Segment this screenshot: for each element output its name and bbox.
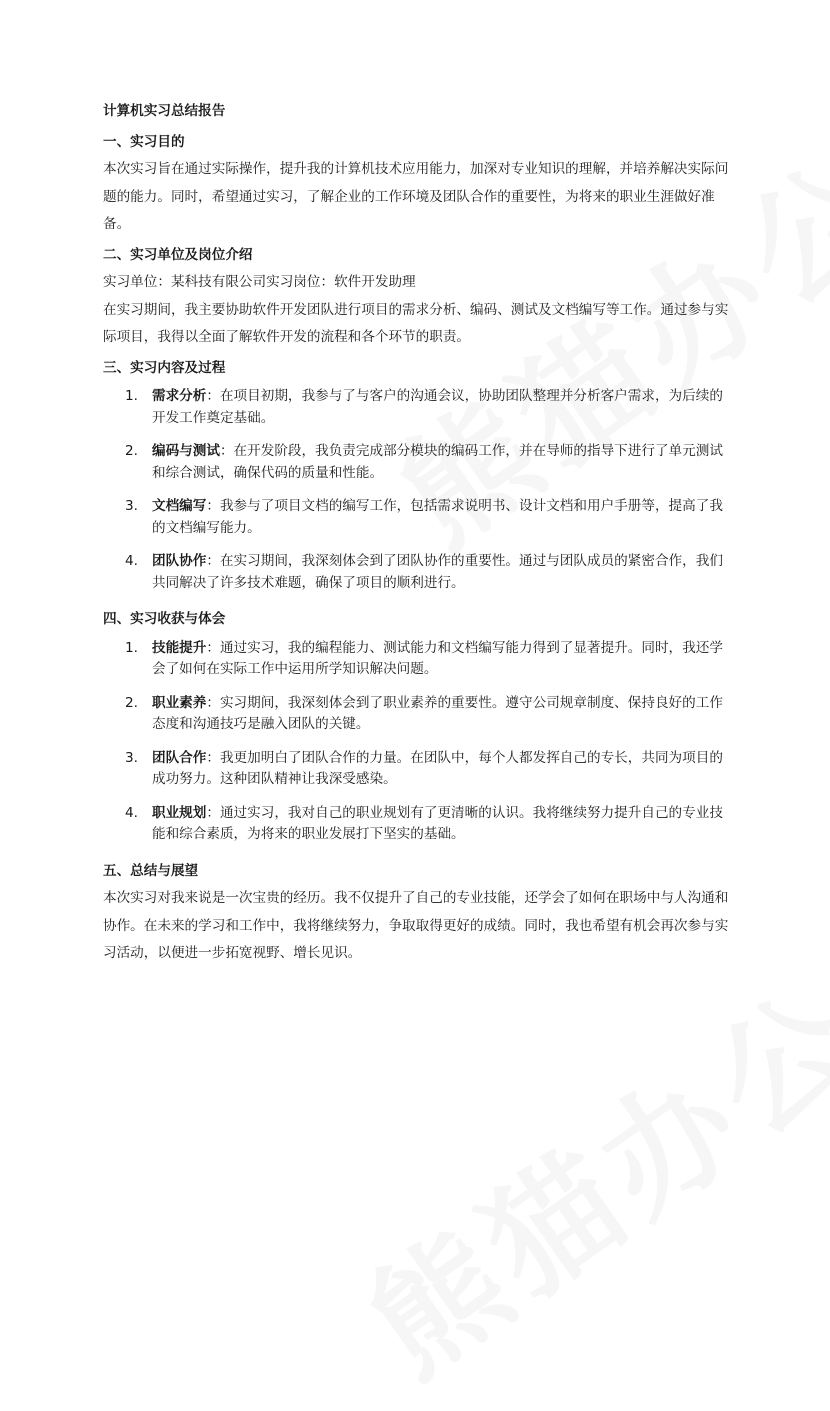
list-term: 需求分析	[152, 388, 207, 404]
list-term: 编码与测试	[152, 443, 220, 459]
list-text: ：在项目初期，我参与了与客户的沟通会议，协助团队整理并分析客户需求，为后续的开发工作奠定基础。	[152, 388, 723, 426]
list-number: 1.	[125, 639, 138, 656]
section-heading: 二、实习单位及岗位介绍	[103, 246, 253, 263]
section-heading: 三、实习内容及过程	[103, 359, 226, 376]
list-item	[103, 803, 733, 846]
document-body	[103, 98, 733, 968]
paragraph: 本次实习旨在通过实际操作，提升我的计算机技术应用能力，加深对专业知识的理解，并培养解决实际问题的能力。同时，希望通过实习，了解企业的工作环境及团队合作的重要性，为将来的职业生涯做好准备。	[103, 161, 729, 232]
list-item	[103, 386, 733, 429]
list-term: 技能提升	[152, 639, 207, 656]
list-item	[103, 693, 733, 736]
numbered-list	[103, 386, 733, 594]
list-text: ：实习期间，我深刻体会到了职业素养的重要性。遵守公司规章制度、保持良好的工作态度和沟通技巧是融入团队的关键。	[152, 694, 723, 732]
list-term: 职业规划	[152, 804, 207, 821]
list-text: ：我参与了项目文档的编写工作，包括需求说明书、设计文档和用户手册等，提高了我的文档编写能力。	[152, 498, 723, 536]
list-term: 职业素养	[152, 694, 207, 711]
paragraph: 在实习期间，我主要协助软件开发团队进行项目的需求分析、编码、测试及文档编写等工作。通过参与实际项目，我得以全面了解软件开发的流程和各个环节的职责。	[103, 301, 729, 345]
paragraph: 实习单位：某科技有限公司实习岗位：软件开发助理	[103, 274, 416, 290]
list-number: 3.	[125, 498, 138, 514]
paragraph: 本次实习对我来说是一次宝贵的经历。我不仅提升了自己的专业技能，还学会了如何在职场中与人沟通和协作。在未来的学习和工作中，我将继续努力，争取取得更好的成绩。同时，我也希望有机会再次参与实习活动，以便进一步拓宽视野、增长见识。	[103, 890, 729, 961]
list-number: 1.	[125, 388, 138, 404]
list-number: 4.	[125, 553, 138, 569]
list-term: 团队协作	[152, 553, 207, 569]
list-number: 2.	[125, 694, 138, 711]
section-heading: 五、总结与展望	[103, 862, 199, 879]
list-text: ：通过实习，我的编程能力、测试能力和文档编写能力得到了显著提升。同时，我还学会了如何在实际工作中运用所学知识解决问题。	[152, 639, 723, 677]
list-text: ：我更加明白了团队合作的力量。在团队中，每个人都发挥自己的专长，共同为项目的成功努力。这种团队精神让我深受感染。	[152, 749, 723, 787]
list-item	[103, 638, 733, 681]
list-text: ：通过实习，我对自己的职业规划有了更清晰的认识。我将继续努力提升自己的专业技能和综合素质，为将来的职业发展打下坚实的基础。	[152, 804, 723, 842]
numbered-list	[103, 638, 733, 846]
list-item	[103, 441, 733, 484]
list-term: 文档编写	[152, 498, 207, 514]
list-number: 2.	[125, 443, 138, 459]
list-number: 4.	[125, 804, 138, 821]
list-item	[103, 748, 733, 791]
list-text: ：在实习期间，我深刻体会到了团队协作的重要性。通过与团队成员的紧密合作，我们共同解决了许多技术难题，确保了项目的顺利进行。	[152, 553, 723, 591]
list-text: ：在开发阶段，我负责完成部分模块的编码工作，并在导师的指导下进行了单元测试和综合测试，确保代码的质量和性能。	[152, 443, 723, 481]
list-term: 团队合作	[152, 749, 207, 766]
list-item	[103, 551, 733, 594]
document-title: 计算机实习总结报告	[103, 103, 226, 119]
section-heading: 一、实习目的	[103, 133, 185, 150]
list-number: 3.	[125, 749, 138, 766]
list-item	[103, 496, 733, 539]
section-heading: 四、实习收获与体会	[103, 611, 226, 627]
